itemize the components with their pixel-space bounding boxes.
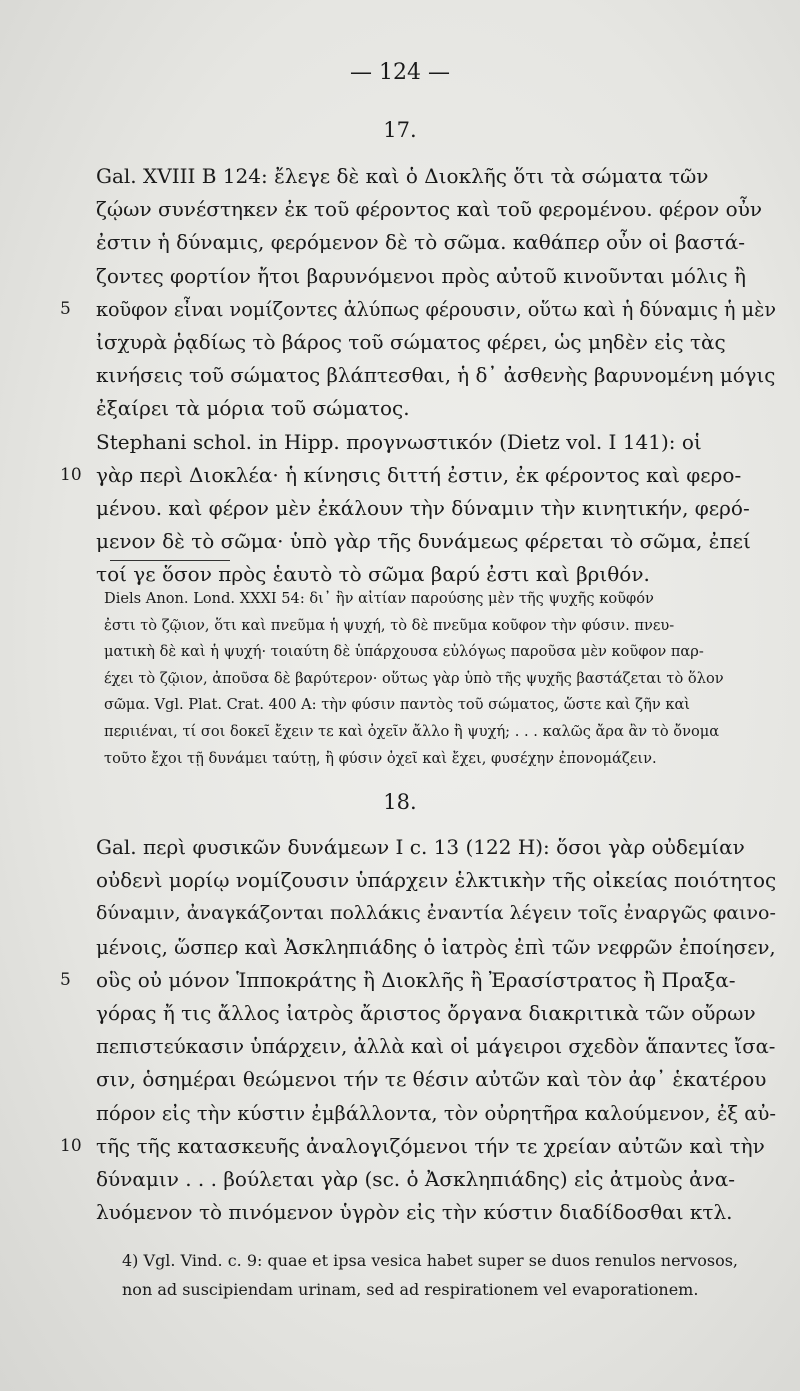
text-line	[60, 459, 776, 492]
line-text: οὐδενὶ μορίῳ νομίζουσιν ὑπάρχειν ἑλκτικὴν τῆς οἰκείας ποιότητος	[96, 868, 777, 893]
text-line	[96, 492, 776, 525]
line-number: 10	[60, 464, 82, 485]
line-text: μένοις, ὥσπερ καὶ Ἀσκληπιάδης ὁ ἰατρὸς ἐπὶ τῶν νεφρῶν ἐποίησεν,	[96, 935, 776, 959]
text-line: τοῦτο ἔχοι τῇ δυνάμει ταύτῃ, ἢ φύσιν ὀχεῖ καὶ ἔχει, φυσέχην ἐπονομάζειν.	[104, 749, 657, 767]
text-line	[96, 1163, 776, 1196]
line-text: δύναμιν . . . βούλεται γὰρ (sc. ὁ Ἀσκληπιάδης) εἰς ἀτμοὺς ἀνα-	[96, 1166, 736, 1191]
line-text: οὓς οὐ μόνον Ἱπποκράτης ἢ Διοκλῆς ἢ Ἐρασίστρατος ἢ Πραξα-	[96, 967, 736, 992]
line-text: ἰσχυρὰ ῥᾳδίως τὸ βάρος τοῦ σώματος φέρει, ὡς μηδὲν εἰς τὰς	[96, 329, 726, 354]
section-number-17: 17.	[383, 118, 417, 142]
line-text: ἐξαίρει τὰ μόρια τοῦ σώματος.	[96, 396, 410, 421]
text-line	[96, 1196, 776, 1229]
text-line	[60, 1130, 776, 1163]
section-18-text	[60, 831, 777, 1229]
text-line	[60, 293, 777, 326]
section-number-18: 18.	[383, 790, 417, 814]
text-line	[96, 226, 776, 259]
text-line	[96, 1030, 776, 1063]
line-text: γὰρ περὶ Διοκλέα· ἡ κίνησις διττή ἐστιν, ἐκ φέροντος καὶ φερο-	[96, 462, 742, 487]
page-number: — 124 —	[350, 60, 450, 85]
text-line	[96, 525, 776, 558]
text-line: 4) Vgl. Vind. c. 9: quae et ipsa vesica habet super se duos renulos nervosos,	[122, 1251, 739, 1270]
line-text: δύναμιν, ἀναγκάζονται πολλάκις ἐναντία λέγειν τοῖς ἐναργῶς φαινο-	[96, 902, 776, 925]
line-number: 5	[60, 969, 71, 990]
text-line: Diels Anon. Lond. XXXI 54: δι᾽ ἣν αἰτίαν παρούσης μὲν τῆς ψυχῆς κοῦφόν	[104, 590, 654, 607]
footnote	[122, 1246, 792, 1304]
text-line	[96, 326, 776, 359]
line-text: Gal. XVIII B 124: ἔλεγε δὲ καὶ ὁ Διοκλῆς ὅτι τὰ σώματα τῶν	[96, 164, 709, 188]
line-text: κινήσεις τοῦ σώματος βλάπτεσθαι, ἡ δ᾽ ἀσθενὴς βαρυνομένη μόγις	[96, 364, 776, 388]
line-text: κοῦφον εἶναι νομίζοντες ἀλύπως φέρουσιν, οὕτω καὶ ἡ δύναμις ἡ μὲν	[96, 297, 777, 321]
line-number: 5	[60, 298, 71, 319]
text-line	[96, 359, 776, 392]
line-text: ζῴων συνέστηκεν ἐκ τοῦ φέροντος καὶ τοῦ φερομένου. φέρον οὖν	[96, 197, 763, 222]
line-text: τῆς τῆς κατασκευῆς ἀναλογιζόμενοι τήν τε χρείαν αὐτῶν καὶ τὴν	[96, 1133, 765, 1158]
section-17-notes	[104, 586, 794, 772]
text-line: έχει τὸ ζῷιον, ἀποῦσα δὲ βαρύτερον· οὕτως γὰρ ὑπὸ τῆς ψυχῆς βαστάζεται τὸ ὅλον	[104, 669, 724, 687]
line-text: Stephani schol. in Hipp. προγνωστικόν (Dietz vol. I 141): οἱ	[96, 429, 702, 454]
line-text: λυόμενον τὸ πινόμενον ὑγρὸν εἰς τὴν κύστιν διαδίδοσθαι κτλ.	[96, 1200, 733, 1225]
line-number: 10	[60, 1135, 82, 1156]
text-line	[60, 964, 776, 997]
line-text: πόρον εἰς τὴν κύστιν ἐμβάλλοντα, τὸν οὐρητῆρα καλούμενον, ἐξ αὐ-	[96, 1101, 776, 1125]
text-line	[96, 260, 776, 293]
line-text: ζοντες φορτίον ἤτοι βαρυνόμενοι πρὸς αὐτοῦ κινοῦνται μόλις ἢ	[96, 263, 747, 288]
text-line	[96, 1063, 776, 1096]
text-line	[96, 1097, 776, 1130]
line-text: ἐστιν ἡ δύναμις, φερόμενον δὲ τὸ σῶμα. καθάπερ οὖν οἱ βαστά-	[96, 230, 745, 255]
line-text: πεπιστεύκασιν ὑπάρχειν, ἀλλὰ καὶ οἱ μάγειροι σχεδὸν ἅπαντες ἴσα-	[96, 1035, 776, 1059]
line-text: μενον δὲ τὸ σῶμα· ὑπὸ γὰρ τῆς δυνάμεως φέρεται τὸ σῶμα, ἐπεί	[96, 529, 751, 554]
text-line: ματικὴ δὲ καὶ ἡ ψυχή· τοιαύτη δὲ ὑπάρχουσα εὐλόγως παροῦσα μὲν κοῦφον παρ-	[104, 643, 704, 661]
line-text: τοί γε ὅσον πρὸς ἑαυτὸ τὸ σῶμα βαρύ ἐστι καὶ βριθόν.	[96, 562, 650, 587]
section-17-text	[60, 160, 777, 591]
text-line: non ad suscipiendam urinam, sed ad respirationem vel evaporationem.	[122, 1280, 699, 1299]
text-line	[96, 897, 776, 930]
text-line	[96, 160, 776, 193]
text-line	[96, 997, 776, 1030]
text-line	[96, 392, 776, 425]
separator-rule	[110, 560, 230, 561]
line-text: σιν, ὁσημέραι θεώμενοι τήν τε θέσιν αὐτῶν καὶ τὸν ἀφ᾽ ἑκατέρου	[96, 1067, 767, 1092]
text-line: σῶμα. Vgl. Plat. Crat. 400 A: τὴν φύσιν παντὸς τοῦ σώματος, ὥστε καὶ ζῆν καὶ	[104, 696, 691, 714]
text-line	[96, 193, 776, 226]
text-line: ἐστι τὸ ζῷιον, ὅτι καὶ πνεῦμα ἡ ψυχή, τὸ δὲ πνεῦμα κοῦφον τὴν φύσιν. πνευ-	[104, 616, 675, 634]
text-line	[96, 426, 776, 459]
line-text: μένου. καὶ φέρον μὲν ἐκάλουν τὴν δύναμιν τὴν κινητικήν, φερό-	[96, 495, 750, 520]
line-text: γόρας ἤ τις ἄλλος ἰατρὸς ἄριστος ὄργανα διακριτικὰ τῶν οὔρων	[96, 1000, 756, 1025]
line-text: Gal. περὶ φυσικῶν δυνάμεων I c. 13 (122 H): ὅσοι γὰρ οὐδεμίαν	[96, 835, 745, 859]
text-line	[96, 864, 776, 897]
text-line: περιιέναι, τί σοι δοκεῖ ἔχειν τε καὶ ὀχεῖν ἄλλο ἢ ψυχή; . . . καλῶς ἄρα ἂν τὸ ὄνομα	[104, 722, 720, 740]
text-line	[96, 931, 776, 964]
text-line	[96, 831, 776, 864]
